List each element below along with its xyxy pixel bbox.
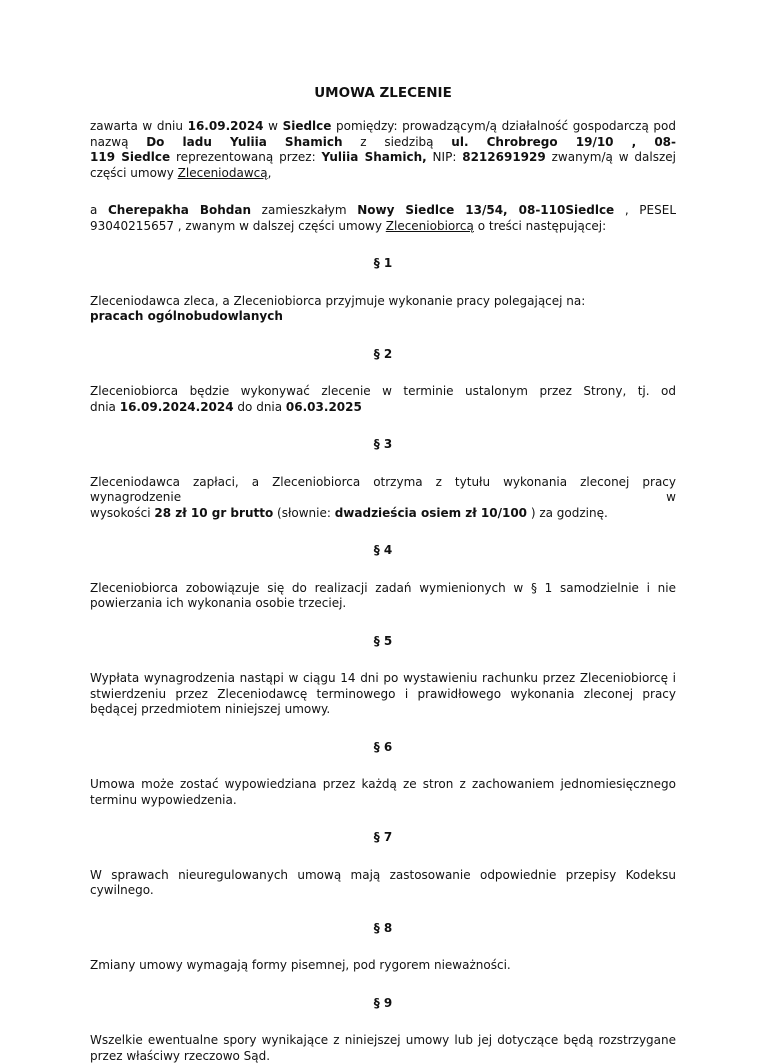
intro-text: NIP: (426, 150, 463, 164)
section-2-line-2 (90, 400, 676, 416)
section-3-line-2 (90, 506, 676, 522)
company-name: Do ladu Yuliia Shamich (146, 134, 343, 149)
section-1-bold (90, 309, 676, 325)
party2-line-2 (90, 219, 676, 235)
intro-text: w (263, 119, 283, 133)
section-heading-9: § 9 (373, 995, 393, 1010)
party2-text: , PESEL (614, 203, 677, 217)
intro-line-2 (90, 135, 676, 151)
intro-text: zawarta w dniu (90, 119, 188, 133)
work-description: pracach ogólnobudowlanych (90, 309, 283, 323)
party2-text: zamieszkałym (251, 203, 358, 217)
contractor-address: Nowy Siedlce 13/54, 08-110Siedlce (357, 203, 615, 217)
party2-paragraph (90, 203, 676, 234)
party2-line-1 (90, 203, 676, 219)
document-title: UMOWA ZLECENIE (314, 85, 452, 101)
section-9-text: Wszelkie ewentualne spory wynikające z niniejszej umowy lub jej dotyczące będą rozstrzygane przez właściwy rzeczowo Sąd. (90, 1033, 676, 1063)
intro-line-3 (90, 150, 676, 166)
party2-text: o treści następującej: (473, 218, 607, 233)
role-zleceniodawca: Zleceniodawcą (177, 165, 268, 180)
intro-text: reprezentowaną przez: (170, 150, 322, 164)
section-heading-6: § 6 (373, 739, 393, 754)
section-5-text: Wypłata wynagrodzenia nastąpi w ciągu 14 dni po wystawieniu rachunku przez Zleceniobiorcę i stwierdzeniu przez Zleceniodawcę terminowego i prawidłowego wykonania zleconej pracy będącej przedmiotem niniejszej umowy. (90, 671, 676, 716)
intro-text: części umowy (90, 165, 178, 180)
section-7-text: W sprawach nieuregulowanych umową mają zastosowanie odpowiednie przepisy Kodeksu cywilnego. (90, 867, 676, 897)
section-heading-8: § 8 (373, 920, 393, 935)
contract-date: 16.09.2024 (187, 119, 264, 133)
section-heading-3: § 3 (373, 437, 393, 451)
party2-text: , zwanym w dalszej części umowy (173, 218, 386, 233)
intro-line-1 (90, 119, 676, 135)
contract-document (90, 85, 676, 1064)
intro-text: zwanym/ą w dalszej (545, 150, 677, 164)
payment-amount: 28 zł 10 gr brutto (154, 505, 274, 520)
section-2-text: do dnia (233, 399, 286, 414)
section-heading-7: § 7 (373, 830, 393, 844)
section-heading-1: § 1 (373, 256, 393, 270)
section-8-text: Zmiany umowy wymagają formy pisemnej, pod rygorem nieważności. (90, 958, 511, 972)
intro-text: , (267, 165, 272, 180)
section-heading-4: § 4 (373, 543, 393, 557)
intro-line-4 (90, 166, 676, 182)
section-2-text: dnia (90, 399, 120, 414)
role-zleceniobiorca: Zleceniobiorcą (385, 218, 474, 233)
section-3-text: (słownie: (273, 505, 335, 520)
contract-city: Siedlce (282, 119, 332, 133)
section-3-text: wysokości (90, 505, 155, 520)
section-4-text: Zleceniobiorca zobowiązuje się do realizacji zadań wymienionych w § 1 samodzielnie i nie powierzania ich wykonania osobie trzeciej. (90, 580, 676, 610)
section-1-text: Zleceniodawca zleca, a Zleceniobiorca przyjmuje wykonanie pracy polegającej na: (90, 293, 586, 308)
representative-name: Yuliia Shamich, (321, 150, 427, 164)
contractor-name: Cherepakha Bohdan (108, 203, 252, 217)
payment-amount-words: dwadzieścia osiem zł 10/100 (334, 505, 528, 520)
intro-text: nazwą (90, 134, 147, 149)
intro-paragraph (90, 119, 676, 181)
intro-text: pomiędzy: prowadzącym/ą działalność gospodarczą pod (331, 119, 676, 133)
party2-text: a (90, 203, 108, 217)
date-from: 16.09.2024.2024 (119, 399, 234, 414)
nip-number: 8212691929 (462, 150, 546, 164)
section-heading-2: § 2 (373, 346, 393, 361)
company-postal: 119 Siedlce (90, 150, 171, 164)
section-2-line-1: Zleceniobiorca będzie wykonywać zlecenie w terminie ustalonym przez Strony, tj. od (90, 384, 676, 398)
company-street: ul. Chrobrego 19/10 , 08- (451, 134, 677, 149)
section-6-text: Umowa może zostać wypowiedziana przez każdą ze stron z zachowaniem jednomiesięcznego terminu wypowiedzenia. (90, 777, 676, 807)
section-3-line-1: Zleceniodawca zapłaci, a Zleceniobiorca otrzyma z tytułu wykonania zleconej pracy wynagrodzenie w (90, 474, 676, 504)
pesel-number: 93040215657 (90, 218, 174, 233)
intro-text: z siedzibą (342, 134, 452, 149)
section-3-text: ) za godzinę. (527, 505, 608, 520)
date-to: 06.03.2025 (285, 399, 362, 414)
section-heading-5: § 5 (373, 633, 393, 648)
